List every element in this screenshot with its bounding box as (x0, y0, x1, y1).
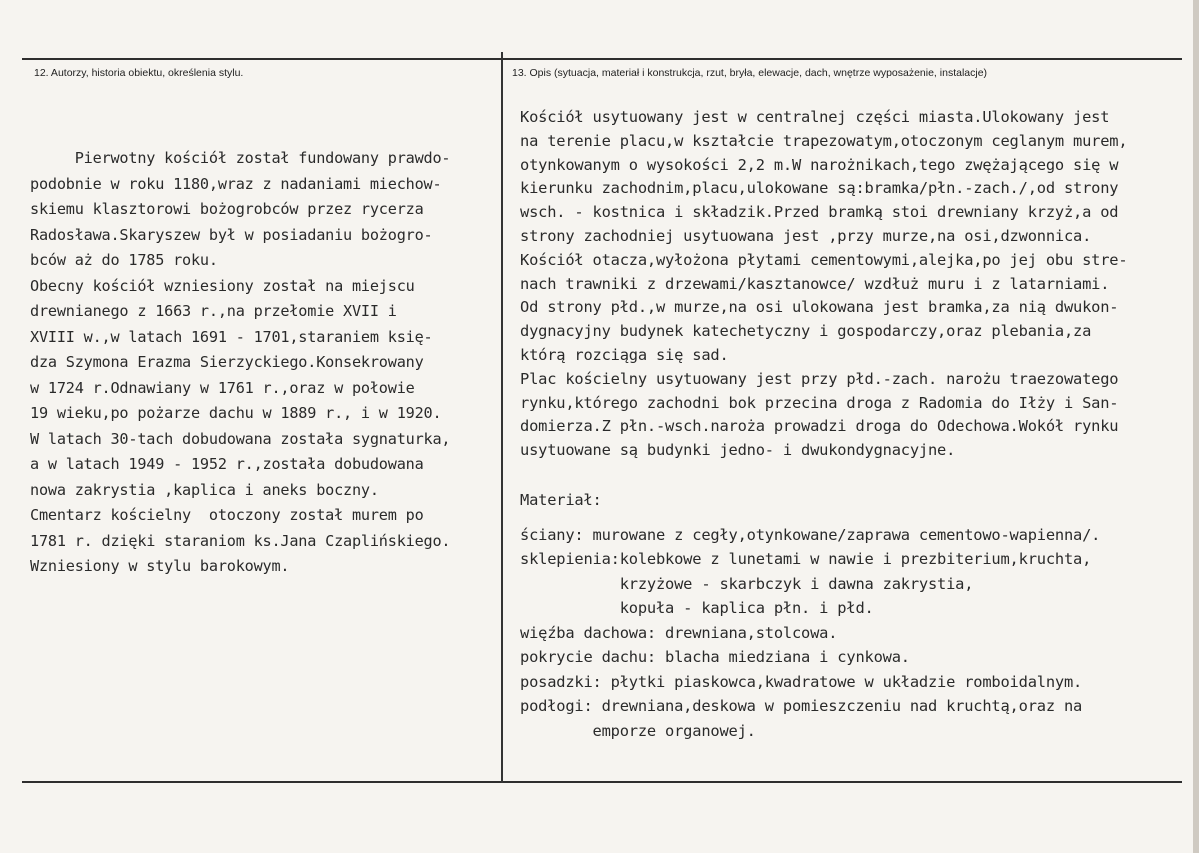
text-line: dza Szymona Erazma Sierzyckiego.Konsekrowany (30, 353, 424, 371)
text-line: domierza.Z płn.-wsch.naroża prowadzi droga do Odechowa.Wokół rynku (520, 417, 1119, 436)
description-text (520, 106, 1190, 743)
text-line: Od strony płd.,w murze,na osi ulokowana jest bramka,za nią dwukon- (520, 298, 1119, 317)
text-line: na terenie placu,w kształcie trapezowatym,otoczonym ceglanym murem, (520, 131, 1128, 150)
material-line: podłogi: drewniana,deskowa w pomieszczeniu nad kruchtą,oraz na (520, 697, 1083, 716)
text-line: usytuowane są budynki jedno- i dwukondygnacyjne. (520, 441, 956, 460)
text-line: bców aż do 1785 roku. (30, 251, 218, 269)
text-line: 1781 r. dzięki staraniom ks.Jana Czaplińskiego. (30, 531, 451, 550)
text-line: strony zachodniej usytuowana jest ,przy murze,na osi,dzwonnica. (520, 226, 1092, 245)
material-line: sklepienia:kolebkowe z lunetami w nawie i prezbiterium,kruchta, (520, 550, 1092, 569)
bottom-rule (22, 781, 1182, 783)
text-line: Plac kościelny usytuowany jest przy płd.-zach. narożu traezowatego (520, 369, 1119, 388)
text-line: rynku,którego zachodni bok przecina droga z Radomia do Iłży i San- (520, 393, 1119, 412)
text-line: wsch. - kostnica i składzik.Przed bramką stoi drewniany krzyż,a od (520, 203, 1119, 222)
text-line: nach trawniki z drzewami/kasztanowce/ wzdłuż muru i z latarniami. (520, 274, 1110, 293)
text-line: 19 wieku,po pożarze dachu w 1889 r., i w 1920. (30, 404, 442, 422)
material-line: kopuła - kaplica płn. i płd. (520, 599, 874, 618)
text-line: nowa zakrystia ,kaplica i aneks boczny. (30, 480, 379, 499)
material-line: więźba dachowa: drewniana,stolcowa. (520, 623, 838, 642)
text-line: drewnianego z 1663 r.,na przełomie XVII i (30, 302, 397, 320)
material-line: emporze organowej. (520, 721, 756, 740)
material-line: posadzki: płytki piaskowca,kwadratowe w układzie romboidalnym. (520, 672, 1083, 691)
text-line: kierunku zachodnim,placu,ulokowane są:bramka/płn.-zach./,od strony (520, 179, 1119, 198)
text-line: Pierwotny kościół został fundowany prawdo- (30, 149, 451, 167)
text-line: a w latach 1949 - 1952 r.,została dobudowana (30, 455, 424, 473)
text-line: XVIII w.,w latach 1691 - 1701,staraniem księ- (30, 327, 433, 346)
text-line: Kościół usytuowany jest w centralnej części miasta.Ulokowany jest (520, 108, 1110, 126)
text-line: dygnacyjny budynek katechetyczny i gospodarczy,oraz plebania,za (520, 322, 1092, 341)
material-list (520, 523, 1190, 744)
paragraph-gap (520, 463, 1190, 487)
column-divider (501, 52, 503, 783)
text-line: Radosława.Skaryszew był w posiadaniu bożogro- (30, 225, 433, 244)
text-line: którą rozciąga się sad. (520, 345, 729, 364)
material-line: ściany: murowane z cegły,otynkowane/zaprawa cementowo-wapienna/. (520, 525, 1101, 544)
text-line: Obecny kościół wzniesiony został na miejscu (30, 276, 415, 295)
text-line: skiemu klasztorowi bożogrobców przez rycerza (30, 200, 424, 218)
material-line: krzyżowe - skarbczyk i dawna zakrystia, (520, 574, 974, 593)
text-line: otynkowanym o wysokości 2,2 m.W narożnikach,tego zwężającego się w (520, 155, 1119, 174)
text-line: w 1724 r.Odnawiany w 1761 r.,oraz w połowie (30, 378, 415, 397)
text-line: Wzniesiony w stylu barokowym. (30, 557, 290, 575)
page-edge (1193, 0, 1199, 853)
material-line: pokrycie dachu: blacha miedziana i cynkowa. (520, 648, 910, 667)
text-line: Kościół otacza,wyłożona płytami cementowymi,alejka,po jej obu stre- (520, 250, 1128, 269)
text-line: Cmentarz kościelny otoczony został murem po (30, 506, 424, 524)
text-line: podobnie w roku 1180,wraz z nadaniami miechow- (30, 174, 442, 193)
text-line: W latach 30-tach dobudowana została sygnaturka, (30, 429, 451, 448)
history-text (30, 146, 498, 580)
top-rule (22, 58, 1182, 60)
material-heading: Materiał: (520, 490, 602, 509)
section-13-heading: 13. Opis (sytuacja, materiał i konstrukcja, rzut, bryła, elewacje, dach, wnętrze wyposażenie, instalacje) (512, 67, 988, 79)
section-12-heading: 12. Autorzy, historia obiektu, określenia stylu. (34, 67, 244, 79)
